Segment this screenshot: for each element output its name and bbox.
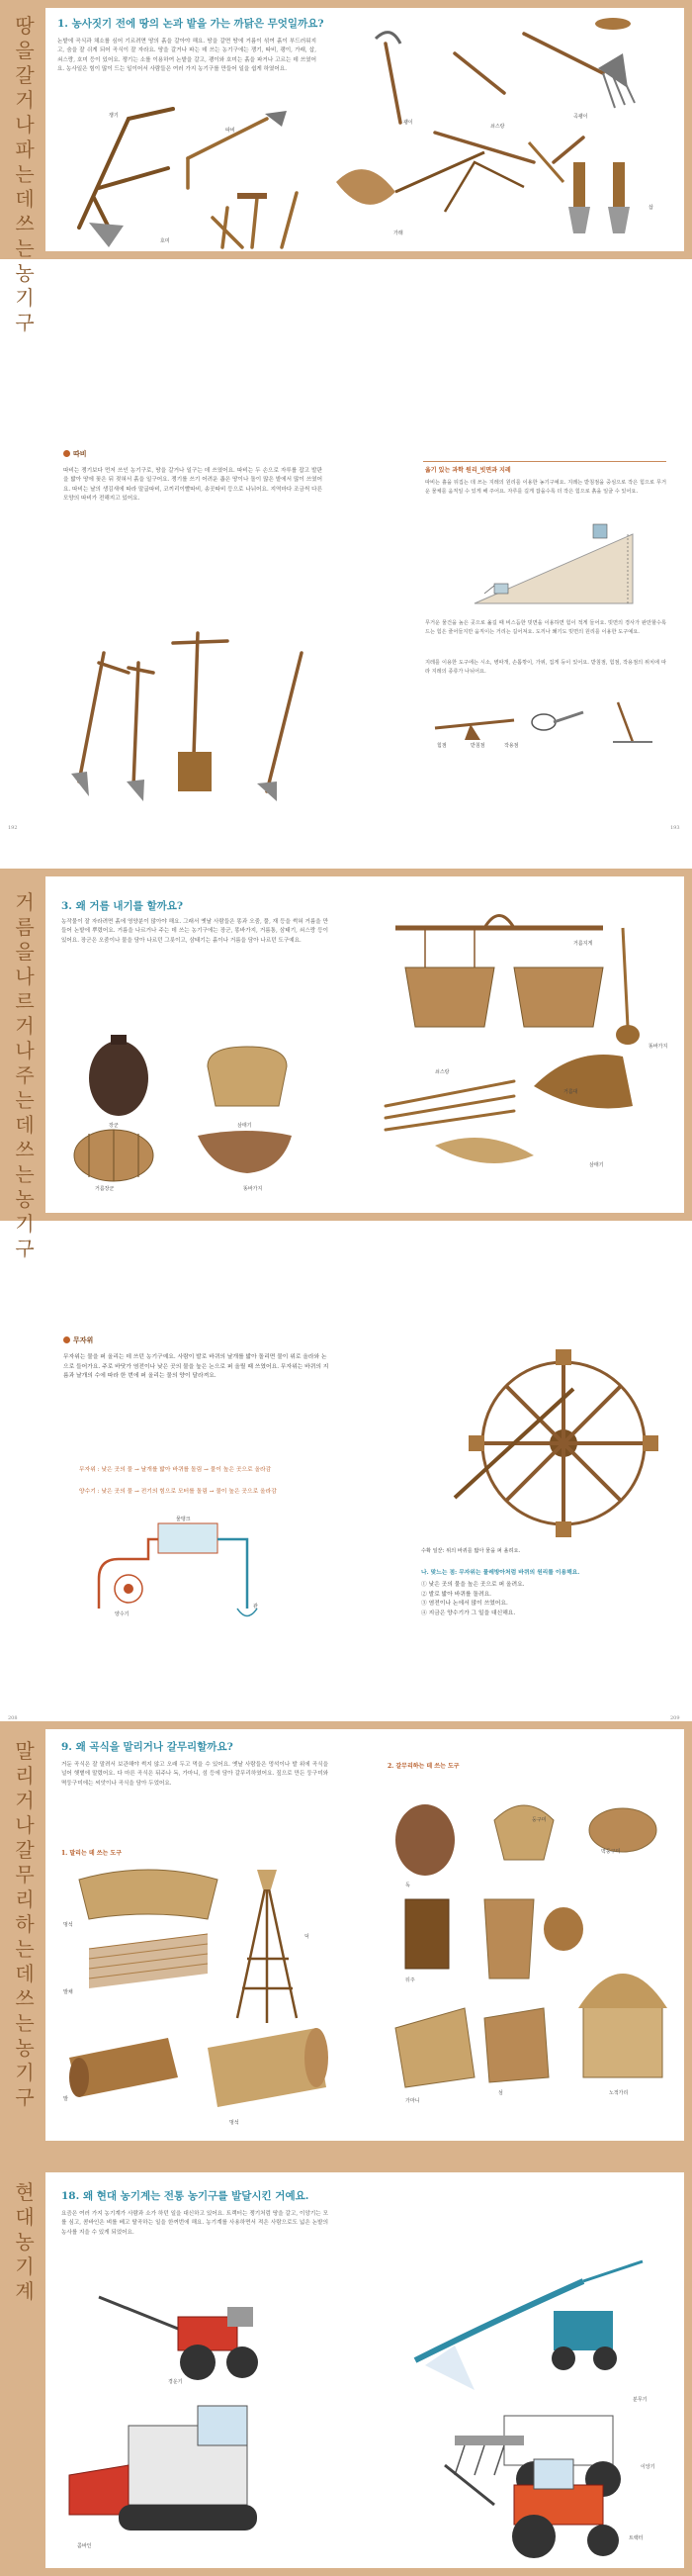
subsection-drying: 1. 말리는 데 쓰는 도구 [61, 1850, 122, 1857]
label-fulcrum: 받침점 [471, 743, 485, 749]
caption-fork: 쇠스랑 [435, 1069, 450, 1075]
question-text: 왜 거름 내기를 할까요? [75, 900, 184, 912]
question-number: 18. [61, 2190, 80, 2202]
section-subhead: 무자위 [63, 1335, 93, 1345]
question-text: 왜 곡식을 말리거나 갈무리할까요? [75, 1741, 233, 1753]
caption-plow: 쟁기 [109, 113, 119, 119]
list-item: ② 발로 밟아 바퀴를 돌려요. [421, 1591, 492, 1598]
page-number-left: 192 [8, 825, 18, 831]
label-tank: 물탱크 [176, 1517, 191, 1522]
label-pump: 양수기 [115, 1611, 130, 1617]
subsection-storage: 2. 갈무리하는 데 쓰는 도구 [388, 1763, 460, 1770]
science-box-title: 옮기 있는 과학 원리_빗면과 지레 [425, 467, 511, 474]
body-text: 농작물이 잘 자라려면 흙에 영양분이 많아야 해요. 그래서 옛날 사람들은 똥과 오줌, 풀, 재 등을 썩혀 거름을 만들어 논밭에 뿌렸어요. 거름을 나르거나 주는 데 쓰는 농기구에는 장군, 똥바가지, 거름통, 삼태기, 쇠스랑 등이 있어요. 장군은 오줌이나 물을 담아 나르던 그릇이고, 삼태기는 흙이나 거름을 담아 나르던 도구예요. [61, 919, 328, 944]
bullet-icon [63, 450, 70, 457]
question-number: 1. [57, 18, 68, 30]
bullet-icon [63, 1336, 70, 1343]
list-item: ④ 지금은 양수기가 그 일을 대신해요. [421, 1610, 516, 1616]
caption-yoke: 거름지게 [573, 941, 593, 947]
vertical-section-title: 거름을 나르거나 주는 데 쓰는 농기구 [15, 890, 35, 1260]
question-number: 3. [61, 900, 72, 912]
science-box-text-3: 지레를 이용한 도구에는 시소, 병따개, 손톱깎이, 가위, 집게 등이 있어요. 받침점, 힘점, 작용점의 위치에 따라 지레의 종류가 나뉘어요. [425, 660, 666, 675]
caption-straw: 섬 [498, 2090, 503, 2096]
caption-scoop: 거름대 [563, 1089, 578, 1095]
body-text: 무자위는 물을 퍼 올리는 데 쓰던 농기구예요. 사람이 발로 바퀴의 날개를 밟아 돌리면 물이 위로 올라와 논으로 들어가요. 주로 바닷가 염전이나 낮은 곳의 물을 높은 논으로 퍼 올릴 때 쓰였어요. 무자위는 바퀴의 지름과 날개의 수에 따라 한 번에 퍼 올리는 물의 양이 달라져요. [63, 1354, 329, 1380]
sprayer-illustration [415, 2252, 662, 2400]
yoke-illustration [376, 908, 672, 1165]
spread-tilling-tools [0, 0, 692, 334]
science-box-text-2: 무거운 물건을 높은 곳으로 옮길 때 비스듬한 빗면을 이용하면 힘이 적게 들어요. 빗면의 경사가 완만할수록 드는 힘은 줄어들지만 움직이는 거리는 길어져요. 도끼나 쐐기도 빗면의 원리를 이용한 도구예요. [425, 620, 666, 635]
spread-ttabi [0, 435, 692, 839]
caption-tray: 삼태기 [589, 1162, 604, 1168]
point-list [421, 1581, 668, 1618]
caption-ladle: 똥바가지 [649, 1044, 668, 1050]
list-title: 나. 맞느는 점: 무자위는 물레방아처럼 바퀴의 원리를 이용해요. [421, 1570, 580, 1576]
caption-sprayer: 분무기 [633, 2397, 648, 2403]
caption-tractor: 트랙터 [629, 2535, 644, 2541]
body-text: 따비는 쟁기보다 먼저 쓰인 농기구로, 땅을 갈거나 일구는 데 쓰였어요. 따비는 두 손으로 자루를 잡고 발판을 밟아 땅에 꽂은 뒤 젖혀서 흙을 일구어요. 쟁기를 쓰기 어려운 좁은 땅이나 돌이 많은 밭에서 많이 쓰였어요. 따비는 날의 생김새에 따라 말굽따비, 코끼리이빨따비, 송곳따비 등으로 나뉘어요. 지역마다 조금씩 다른 모양의 따비가 전해지고 있어요. [63, 468, 322, 503]
combine-illustration [69, 2406, 277, 2554]
body-text: 거둔 곡식은 잘 말려서 보관해야 썩지 않고 오래 두고 먹을 수 있어요. 옛날 사람들은 멍석이나 발 위에 곡식을 널어 햇볕에 말렸어요. 다 마른 곡식은 뒤주나 독, 가마니, 섬 등에 담아 갈무리하였어요. 짚으로 만든 둥구미와 멱둥구미에는 씨앗이나 곡식을 담아 두었어요. [61, 1762, 328, 1787]
question-text: 왜 현대 농기계는 전통 농기구를 발달시킨 거예요. [82, 2190, 309, 2202]
caption-tiller: 경운기 [168, 2379, 183, 2385]
caption-combine: 콤바인 [77, 2543, 92, 2549]
question-title [57, 16, 324, 31]
body-text: 요즘은 여러 가지 농기계가 사람과 소가 하던 일을 대신하고 있어요. 트랙터는 쟁기처럼 땅을 갈고, 이앙기는 모를 심고, 콤바인은 벼를 베고 탈곡하는 일을 한꺼번에 해요. 농기계를 사용하면서 적은 사람으로도 넓은 논밭의 농사를 지을 수 있게 되었어요. [61, 2211, 328, 2236]
hoe-rake-illustration [356, 14, 682, 241]
plow-illustration [40, 99, 326, 247]
list-item: ③ 염전이나 논에서 많이 쓰였어요. [421, 1601, 508, 1608]
question-title [61, 898, 183, 913]
question-text: 농사짓기 전에 땅의 논과 밭을 가는 까닭은 무엇일까요? [71, 18, 324, 30]
tiller-illustration [79, 2267, 277, 2386]
caption-hoe: 괭이 [403, 120, 413, 126]
vertical-section-title: 현대 농기계 [15, 2180, 35, 2303]
caption-mat: 멍석 [63, 1922, 73, 1928]
spread-water-wheel [0, 1322, 692, 1729]
ttabi-illustration [59, 603, 326, 801]
spread-modern-machines [0, 2149, 692, 2576]
section-subhead: 따비 [63, 449, 87, 459]
waterwheel-illustration [465, 1349, 662, 1537]
caption-spade: 가래 [393, 230, 403, 236]
caption-jar: 장군 [109, 1123, 119, 1129]
caption-jar2: 둥구미 [532, 1817, 547, 1823]
caption-rake: 쇠스랑 [490, 124, 505, 130]
caption-blind: 발 [63, 2096, 68, 2102]
drying-tools-illustration [59, 1860, 336, 2137]
label-pipe: 관 [253, 1604, 258, 1610]
box-top-rule [423, 461, 666, 462]
caption-pickhoe: 곡괭이 [573, 114, 588, 120]
caption-rack: 발채 [63, 1989, 73, 1995]
caption-shovel: 삽 [649, 205, 653, 211]
caption-tripod: 덕 [304, 1934, 309, 1940]
caption-waterwheel: 수확 일꾼: 위의 바퀴를 밟아 물을 퍼 올려요. [421, 1548, 521, 1554]
spread-drying-storage [0, 1721, 692, 2149]
spread-fertilizer-tools [0, 869, 692, 1260]
vertical-section-title: 땅을 갈거나 파는 데 쓰는 농기구 [15, 14, 35, 334]
page-number-left: 208 [8, 1715, 18, 1721]
caption-homi: 호미 [160, 238, 170, 244]
caption-stand: 뒤주 [405, 1978, 415, 1983]
caption-sack: 가마니 [405, 2098, 420, 2104]
body-text: 논밭에 곡식과 채소를 심어 기르려면 땅의 흙을 갈아야 해요. 땅을 갈면 땅에 거름이 섞여 흙이 부드러워지고, 숨을 잘 쉬게 되어 곡식이 잘 자라요. 땅을 갈거나 파는 데 쓰는 농기구에는 쟁기, 따비, 괭이, 가래, 삽, 쇠스랑, 호미 등이 있어요. 쟁기는 소를 이용하여 논밭을 갈고, 괭이와 호미는 흙을 파거나 고르는 데 쓰였어요. 농사일은 힘이 많이 드는 일이어서 사람들은 여러 가지 농기구를 만들어 일을 쉽게 하였어요. [57, 39, 316, 73]
caption-ttabi: 따비 [225, 128, 235, 134]
question-number: 9. [61, 1741, 72, 1753]
tractor-illustration [435, 2445, 633, 2564]
caption-basket: 삼태기 [237, 1123, 252, 1129]
caption-basket2: 멱둥구미 [601, 1849, 621, 1855]
vertical-section-title: 말리거나 갈무리하는 데 쓰는 농기구 [15, 1739, 35, 2109]
caption-bowl: 똥바가지 [243, 1186, 263, 1192]
caption-pot: 독 [405, 1883, 410, 1888]
fertilizer-containers-illustration [59, 1027, 336, 1195]
question-title [61, 1739, 233, 1754]
caption-barrel: 거름장군 [95, 1186, 115, 1192]
question-title [61, 2188, 308, 2203]
label-effort-point: 힘점 [437, 743, 447, 749]
page-number-right: 193 [670, 825, 680, 831]
list-item: ① 낮은 곳의 물을 높은 곳으로 퍼 올려요. [421, 1582, 525, 1588]
note-waterwheel: 무자위 : 낮은 곳의 물 → 날개를 밟아 바퀴를 돌림 → 물이 높은 곳으로 올라감 [79, 1467, 272, 1473]
page-number-right: 209 [670, 1715, 680, 1721]
inclined-plane-diagram [475, 524, 643, 613]
note-pump: 양수기 : 낮은 곳의 물 → 전기의 힘으로 모터를 돌림 → 물이 높은 곳으로 올라감 [79, 1489, 277, 1495]
label-action-point: 작용점 [504, 743, 519, 749]
caption-hut: 노적가리 [609, 2090, 629, 2096]
storage-tools-illustration [386, 1781, 672, 2107]
caption-planter: 이앙기 [641, 2464, 655, 2470]
caption-roll: 멍석 [229, 2120, 239, 2126]
science-box-text-1: 따비는 흙을 뒤집는 데 쓰는 지레의 원리를 이용한 농기구예요. 지레는 받침점을 중심으로 작은 힘으로 무거운 물체를 움직일 수 있게 해 주어요. 자루를 길게 잡을수록 더 작은 힘으로 흙을 일굴 수 있어요. [425, 480, 666, 495]
lever-tools-diagram [435, 692, 672, 762]
